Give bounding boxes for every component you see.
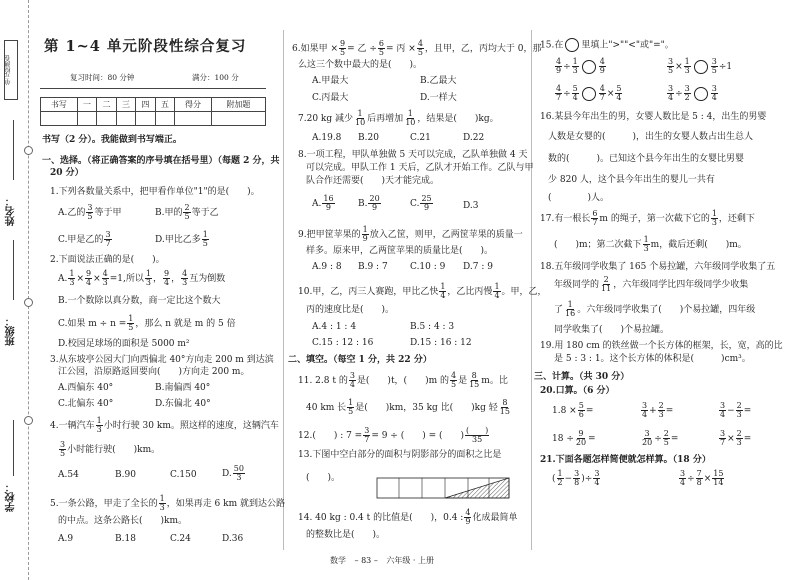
q6-option-c[interactable]: C.丙最大 [312,93,349,103]
q4-stem-cont: $\frac{3}{5}$ 小时能行驶( )km。 [60,440,161,458]
q2-option-a[interactable]: A. $\frac{1}{3}$ × $\frac{9}{4}$ × $\frac{4}{3}$ =1,所以 $\frac{1}{3}$ ， $\frac{9}{4}$ ， $\frac{4}{3}$ 互为倒数 [58,269,226,287]
q15-item-1[interactable]: $\frac{4}{9}$ ÷ $\frac{1}{3}$ $\frac{4}{9}$ [556,57,605,75]
q16-stem-4: 少 820 人，这个县今年出生的婴儿一共有 [548,175,715,185]
q15-item-3[interactable]: $\frac{4}{7}$ ÷ $\frac{5}{4}$ $\frac{4}{7}$ × $\frac{5}{4}$ [556,84,622,102]
score-cell[interactable] [41,112,78,126]
cut-line [28,0,29,580]
q4-option-c[interactable]: C.150 [170,470,197,480]
q13-figure [375,474,515,502]
q4-stem: 4.一辆汽车 $\frac{1}{3}$ 小时行驶 30 km。照这样的速度，这辆汽车 [50,416,279,434]
mental-calc-3[interactable]: $\frac{3}{4}$ − $\frac{2}{3}$ = [720,401,752,419]
q8-stem-cont2: 队合作还需要( )天才能完成。 [306,176,440,186]
q9-stem: 9.把甲筐苹果的 $\frac{1}{9}$ 放入乙筐，则甲，乙两筐苹果的质量一 [298,225,523,243]
q5-option-a[interactable]: A.9 [58,534,74,544]
score-col: 得分 [175,98,212,112]
score-cell[interactable] [136,112,155,126]
compare-circle[interactable] [694,87,708,101]
q6-option-a[interactable]: A.甲最大 [312,76,349,86]
writing-instruction: 书写（2 分）。我能做到书写端正。 [42,135,182,145]
q1-option-a[interactable]: A.乙的 $\frac{3}{5}$ 等于甲 [58,203,122,221]
page-number: – 83 – [354,556,378,565]
q3-option-a[interactable]: A.西偏东 40° [58,383,114,393]
compare-circle[interactable] [582,87,596,101]
q9-option-a[interactable]: A.9 : 8 [312,262,342,272]
score-col: 三 [116,98,135,112]
q8-option-c[interactable]: C. $\frac{25}{9}$ [410,194,432,212]
q2-option-b[interactable]: B.一个数除以真分数，商一定比这个数大 [58,296,221,306]
score-cell[interactable] [97,112,116,126]
school-line[interactable] [13,420,14,476]
q7-option-c[interactable]: C.21 [410,133,431,143]
simplify-calc-2[interactable]: $\frac{3}{4}$ ÷ $\frac{7}{8}$ × $\frac{15}{14}$ [680,469,724,487]
mental-calc-5[interactable]: $\frac{3}{20}$ ÷ $\frac{2}{5}$ = [642,429,679,447]
binding-hole [24,416,33,425]
q18-stem-2: 年级同学的 $\frac{2}{11}$ ，六年级同学比四年级同学少收集 [554,275,749,293]
mental-calc-2[interactable]: $\frac{3}{4}$ + $\frac{2}{3}$ = [642,401,674,419]
q4-option-b[interactable]: B.90 [115,470,136,480]
q14-stem[interactable]: 14. 40 kg : 0.4 t 的比值是( )，0.4 : $\frac{4}{9}$ 化成最简单 [298,508,518,526]
q3-option-c[interactable]: C.北偏东 40° [58,399,114,409]
q15-item-2[interactable]: $\frac{3}{5}$ × $\frac{1}{3}$ $\frac{3}{5}$ ÷1 [668,57,733,75]
q1-option-d[interactable]: D.甲比乙多 $\frac{1}{5}$ [155,230,208,248]
q5-stem-cont: 的中点。这条公路长( )km。 [58,516,188,526]
q2-option-c[interactable]: C.如果 m ÷ n = $\frac{1}{5}$ ，那么 n 就是 m 的 5 倍 [58,314,236,332]
q19-stem-cont[interactable]: 是 5 : 3 : 1。这个长方体的体积是( )cm³。 [554,354,751,364]
q5-stem: 5.一条公路，甲走了全长的 $\frac{1}{3}$ ，如果再走 6 km 就到达公路 [50,494,285,512]
section-1-title-cont: 20 分） [50,168,84,178]
score-col: 一 [77,98,96,112]
q16-stem-5[interactable]: ( )人。 [548,193,610,203]
binding-gutter [0,0,36,580]
q8-option-a[interactable]: A. $\frac{16}{9}$ [312,194,334,212]
mental-calc-4[interactable]: 18 ÷ $\frac{9}{20}$ = [552,429,596,447]
mental-calc-6[interactable]: $\frac{3}{7}$ × $\frac{2}{3}$ = [720,429,752,447]
binding-hole [24,146,33,155]
page-footer [330,556,434,566]
q17-stem: 17.有一根长 $\frac{6}{7}$ m 的绳子，第一次截下它的 $\frac{1}{3}$ ，还剩下 [540,209,755,227]
q3-stem-cont: 江公园，沿原路返回要向( )方向走 200 m。 [58,367,250,377]
q8-option-d[interactable]: D.3 [463,201,479,211]
mental-calc-1[interactable]: 1.8 × $\frac{5}{6}$ = [552,401,594,419]
score-table [40,97,266,126]
name-label: 姓名： [6,196,17,226]
q13-answer[interactable]: ( )。 [306,473,341,483]
q14-stem-cont[interactable]: 的整数比是( )。 [306,530,386,540]
full-score: 满分：100 分 [192,73,239,82]
q10-option-d[interactable]: D.15 : 16 : 12 [410,338,472,348]
q1-option-c[interactable]: C.甲是乙的 $\frac{3}{7}$ [58,230,111,248]
section-1-title: 一、选择。（将正确答案的序号填在括号里）（每题 2 分，共 [42,156,280,166]
q3-option-b[interactable]: B.南偏西 40° [155,383,211,393]
q8-stem: 8.一项工程，甲队单独做 5 天可以完成，乙队单独做 4 天 [298,150,528,160]
q6-stem: 6.如果甲 × $\frac{9}{5}$ = 乙 ÷ $\frac{6}{5}$ = 丙 × $\frac{4}{5}$ ，且甲，乙，丙均大于 0，那 [292,39,542,57]
header-rule [40,88,266,89]
q7-option-b[interactable]: B.20 [358,133,379,143]
compare-circle[interactable] [582,60,596,74]
q6-option-b[interactable]: B.乙最大 [420,76,457,86]
q4-option-d[interactable]: D. $\frac{50}{3}$ [222,464,244,482]
q11-stem-cont[interactable]: 40 km 长 $\frac{1}{5}$ 是( )km，35 kg 比( )kg 轻 $\frac{8}{15}$ [306,398,510,416]
score-col: 二 [97,98,116,112]
binding-hole [24,298,33,307]
page-title: 第 1~4 单元阶段性综合复习 [44,38,247,55]
section-3-title: 三、计算。（共 30 分） [534,372,630,382]
q10-option-b[interactable]: B.5 : 4 : 3 [410,322,455,332]
class-line[interactable] [13,240,14,300]
q15-item-4[interactable]: $\frac{3}{4}$ ÷ $\frac{3}{2}$ $\frac{3}{4}$ [668,84,717,102]
q7-option-a[interactable]: A.19.8 [312,133,342,143]
q10-stem-cont: 丙的速度比是( )。 [306,305,395,315]
gutter-top-note: 单元检测卷 [4,40,18,100]
q6-option-d[interactable]: D.一样大 [420,93,457,103]
school-label: 学校： [6,482,17,512]
q3-stem: 3.从东坡亭公园大门向西偏北 40°方向走 200 m 到达滨 [50,355,274,365]
simplify-calc-1[interactable]: ( $\frac{1}{2}$ − $\frac{3}{8}$ )÷ $\frac{3}{4}$ [552,469,600,487]
exam-time: 复习时间：80 分钟 [70,73,135,82]
q6-stem-cont: 么这三个数中最大的是( )。 [298,60,423,70]
score-col: 五 [155,98,174,112]
score-col: 书写 [41,98,78,112]
footer-subject: 数学 [330,556,346,565]
footer-grade: 六年级 · 上册 [386,556,434,565]
q18-stem: 18.五年级同学收集了 165 个易拉罐，六年级同学收集了五 [540,262,776,272]
compare-circle[interactable] [694,60,708,74]
q16-stem: 16.某县今年出生的男，女婴人数比是 5 : 4，出生的男婴 [540,112,767,122]
q10-stem: 10.甲，乙，丙三人赛跑，甲比乙快 $\frac{1}{4}$ ，乙比丙慢 $\frac{1}{4}$ 。甲，乙， [298,282,547,300]
q5-option-c[interactable]: C.24 [170,534,191,544]
q9-option-c[interactable]: C.10 : 9 [410,262,446,272]
column-divider [283,30,284,550]
score-cell[interactable] [116,112,135,126]
name-line[interactable] [13,120,14,180]
q2-stem: 2.下面说法正确的是( )。 [50,255,165,265]
score-cell[interactable] [175,112,212,126]
q1-stem: 1.下列各数量关系中，把甲看作单位"1"的是( )。 [50,187,260,197]
q4-option-a[interactable]: A.54 [58,470,79,480]
score-col: 四 [136,98,155,112]
q16-stem-3[interactable]: 数的( )。已知这个县今年出生的女婴比男婴 [548,154,745,164]
q10-option-c[interactable]: C.15 : 12 : 16 [312,338,374,348]
q17-stem-cont[interactable]: ( )m；第二次截下 $\frac{1}{3}$ m，截后还剩( )m。 [554,235,747,253]
score-col: 附加题 [211,98,265,112]
q15-stem: 15.在 里填上">""<"或"="。 [540,38,674,52]
score-cell[interactable] [77,112,96,126]
q5-option-d[interactable]: D.36 [222,534,244,544]
q3-option-d[interactable]: D.东偏北 40° [155,399,211,409]
q9-stem-cont: 样多。原来甲，乙两筐苹果的质量比是( )。 [306,246,494,256]
q8-option-b[interactable]: B. $\frac{20}{9}$ [358,194,380,212]
compare-circle[interactable] [565,38,579,52]
q16-stem-2[interactable]: 人数是女婴的( )，出生的女婴人数占出生总人 [548,132,754,142]
q12-stem[interactable]: 12.( ) : 7 = $\frac{3}{7}$ = 9 ÷ ( ) = ( ) $\frac{( )}{35}$ [298,426,489,444]
q5-option-b[interactable]: B.18 [115,534,136,544]
q21-title: 21.下面各题怎样简便就怎样算。（18 分） [540,455,711,465]
q8-stem-cont: 可以完成。甲队工作 1 天后，乙队才开始工作。乙队与甲 [306,163,534,173]
class-label: 班级： [6,316,17,346]
q9-option-b[interactable]: B.9 : 7 [358,262,388,272]
q10-option-a[interactable]: A.4 : 1 : 4 [312,322,357,332]
q1-option-b[interactable]: B.甲的 $\frac{2}{5}$ 等于乙 [155,203,219,221]
q7-option-d[interactable]: D.22 [463,133,485,143]
q9-option-d[interactable]: D.7 : 9 [463,262,493,272]
q7-stem: 7.20 kg 减少 $\frac{1}{10}$ 后再增加 $\frac{1}{10}$ ，结果是( )kg。 [298,109,499,127]
q11-stem[interactable]: 11. 2.8 t 的 $\frac{3}{4}$ 是( )t，( )m 的 $\frac{4}{5}$ 是 $\frac{8}{15}$ m。比 [298,371,508,389]
q18-stem-3[interactable]: 了 $\frac{1}{16}$ 。六年级同学收集了( )个易拉罐，四年级 [554,300,756,318]
q13-stem: 13.下图中空白部分的面积与阴影部分的面积之比是 [298,450,502,460]
q18-stem-4[interactable]: 同学收集了( )个易拉罐。 [554,325,670,335]
section-2-title: 二、填空。（每空 1 分，共 22 分） [288,355,432,365]
score-cell[interactable] [155,112,174,126]
q20-title: 20.口算。（6 分） [540,386,615,396]
score-cell[interactable] [211,112,265,126]
q2-option-d[interactable]: D.校园足球场的面积是 5000 m² [58,339,190,349]
q19-stem: 19.用 180 cm 的铁丝做一个长方体的框架，长，宽，高的比 [540,341,783,351]
